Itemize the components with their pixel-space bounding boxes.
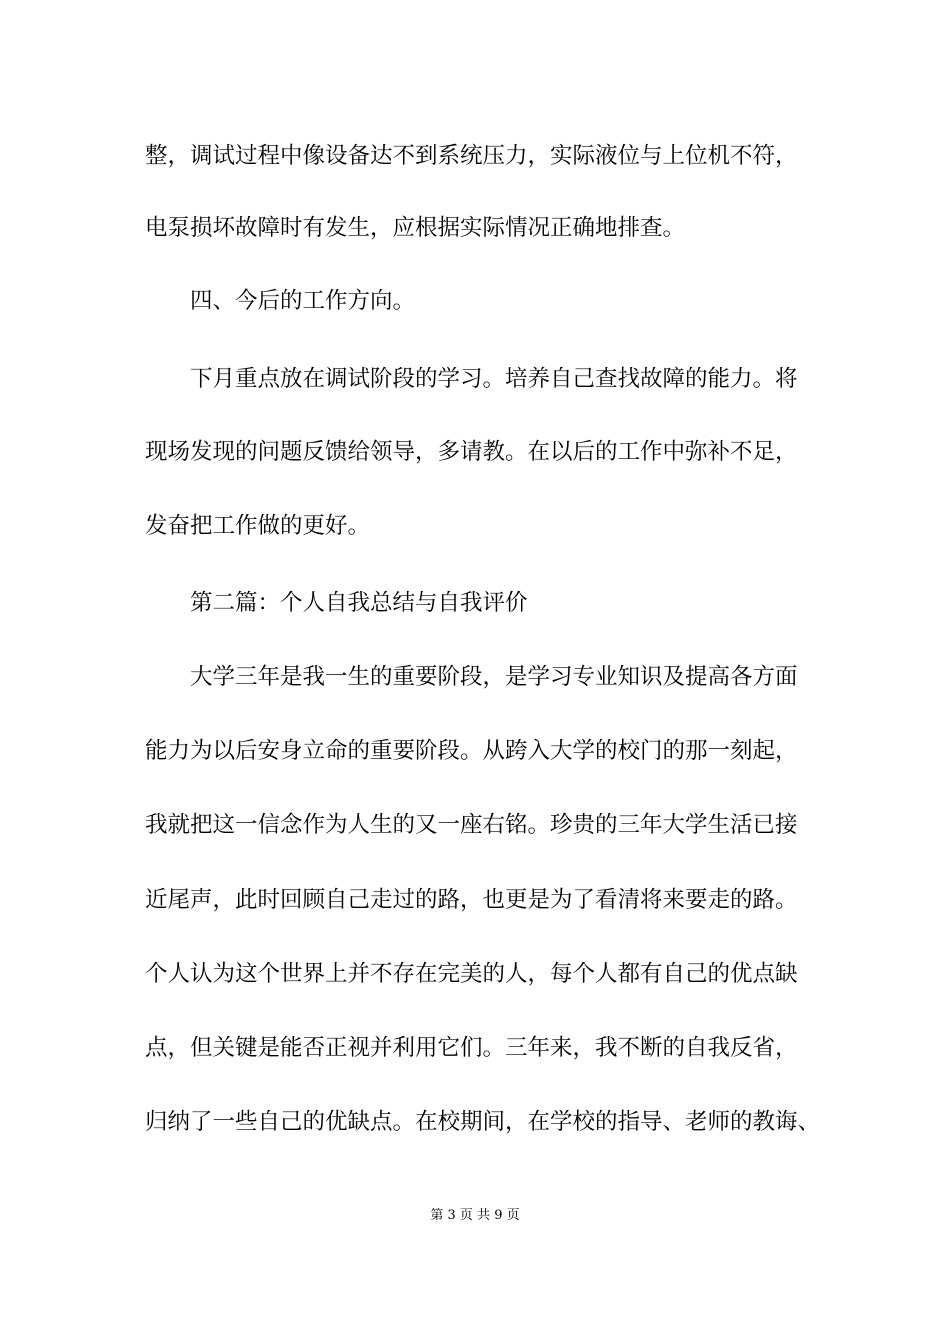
text-line: 整，调试过程中像设备达不到系统压力，实际液位与上位机不符， [145,143,798,169]
chapter-heading: 第二篇：个人自我总结与自我评价 [190,590,528,616]
page-number: 第 3 页 共 9 页 [430,1208,520,1223]
text-line: 近尾声，此时回顾自己走过的路，也更是为了看清将来要走的路。 [145,887,798,913]
text-line: 发奋把工作做的更好。 [145,513,371,539]
text-line: 能力为以后安身立命的重要阶段。从跨入大学的校门的那一刻起， [145,738,798,764]
text-line: 个人认为这个世界上并不存在完美的人，每个人都有自己的优点缺 [145,961,798,987]
text-line: 电泵损坏故障时有发生，应根据实际情况正确地排查。 [145,215,686,241]
text-line: 下月重点放在调试阶段的学习。培养自己查找故障的能力。将 [190,366,798,392]
text-line: 现场发现的问题反馈给领导，多请教。在以后的工作中弥补不足， [145,439,798,465]
text-line: 归纳了一些自己的优缺点。在校期间，在学校的指导、老师的教诲、 [145,1109,821,1135]
text-line: 大学三年是我一生的重要阶段，是学习专业知识及提高各方面 [190,664,798,690]
page-footer [0,1207,950,1225]
text-line: 我就把这一信念作为人生的又一座右铭。珍贵的三年大学生活已接 [145,812,798,838]
text-line: 点，但关键是能否正视并利用它们。三年来，我不断的自我反省， [145,1035,798,1061]
section-heading: 四、今后的工作方向。 [190,288,416,314]
